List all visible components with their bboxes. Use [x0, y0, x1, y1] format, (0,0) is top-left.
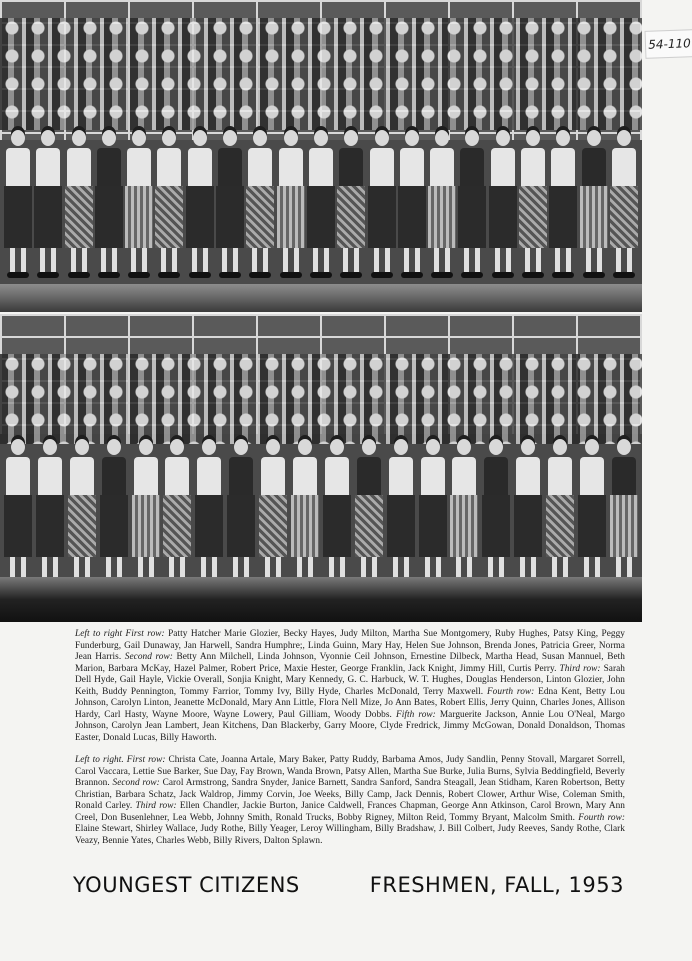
figure-head: [266, 439, 280, 455]
student-figure: [578, 439, 606, 579]
figure-top: [6, 457, 30, 495]
student-figure: [291, 439, 319, 579]
upper-photo-caption: [75, 629, 625, 744]
figure-head: [72, 130, 86, 146]
figure-head: [457, 439, 471, 455]
figure-feet: [431, 272, 453, 278]
figure-skirt: [216, 186, 244, 248]
figure-head: [11, 439, 25, 455]
student-figure: [34, 130, 62, 280]
figure-head: [43, 439, 57, 455]
name-list: Edna Kent, Betty Lou Johnson, Carolyn Linton, Jeanette McDonald, Mary Ann Little, Flora Nell Mize, Jo Ann Bates, Robert Ellis, Jerry Quinn, Charles Jones, Allison Hardy, Carl Hasty, Wayne Moore, Wayne Lowery, Paul Gilliam, Woody Dobbs.: [75, 686, 625, 720]
figure-top: [521, 148, 545, 186]
figure-skirt: [291, 495, 319, 557]
student-figure: [65, 130, 93, 280]
figure-head: [41, 130, 55, 146]
figure-top: [551, 148, 575, 186]
figure-top: [452, 457, 476, 495]
figure-head: [587, 130, 601, 146]
student-figure: [227, 439, 255, 579]
section-title: YOUNGEST CITIZENS: [73, 873, 300, 897]
figure-head: [170, 439, 184, 455]
figure-head: [362, 439, 376, 455]
figure-top: [218, 148, 242, 186]
student-figure: [355, 439, 383, 579]
figure-skirt: [68, 495, 96, 557]
student-figure: [450, 439, 478, 579]
figure-legs: [404, 248, 420, 272]
figure-top: [38, 457, 62, 495]
figure-skirt: [514, 495, 542, 557]
figure-top: [484, 457, 508, 495]
figure-top: [430, 148, 454, 186]
figure-head: [193, 130, 207, 146]
name-list: Betty Ann Milchell, Linda Johnson, Vyonnie Ceil Johnson, Ernestine Dilbeck, Martha Head, Susan Mannuel, Beth Marion, Barbara McKay, Hazel Palmer, Robert Price, Maxie Hester, George Franklin, Jack Knight, Jimmy Hill, Curtis Perry.: [75, 652, 625, 674]
row-label: Third row:: [135, 801, 180, 811]
figure-top: [548, 457, 572, 495]
figure-head: [435, 130, 449, 146]
figure-feet: [340, 272, 362, 278]
student-figure: [482, 439, 510, 579]
student-figure: [428, 130, 456, 280]
figure-top: [389, 457, 413, 495]
row-label: Fifth row:: [395, 709, 440, 720]
name-list: Christa Cate, Joanna Artale, Mary Baker, Patty Ruddy, Barbama Amos, Judy Sandlin, Penny Stovall, Margaret Sorrell, Carol Vaccara, Lettie Sue Barker, Sue Day, Fay Brown, Wanda Brown, Patsy Allen, Martha Sue Burke, Julia Burns, Sylvia Beddingfield, Beverly Brannon.: [75, 755, 625, 788]
figure-skirt: [125, 186, 153, 248]
figure-head: [521, 439, 535, 455]
student-figure: [419, 439, 447, 579]
figure-skirt: [4, 495, 32, 557]
student-figure: [337, 130, 365, 280]
student-figure: [277, 130, 305, 280]
student-figure: [195, 439, 223, 579]
figure-feet: [401, 272, 423, 278]
figure-head: [202, 439, 216, 455]
figure-feet: [552, 272, 574, 278]
student-figure: [489, 130, 517, 280]
figure-top: [157, 148, 181, 186]
gym-floor: [0, 284, 642, 312]
figure-head: [11, 130, 25, 146]
figure-legs: [555, 248, 571, 272]
figure-head: [465, 130, 479, 146]
figure-top: [325, 457, 349, 495]
figure-skirt: [450, 495, 478, 557]
figure-skirt: [100, 495, 128, 557]
figure-top: [357, 457, 381, 495]
figure-legs: [313, 248, 329, 272]
figure-top: [421, 457, 445, 495]
figure-head: [75, 439, 89, 455]
figure-skirt: [610, 186, 638, 248]
student-figure: [546, 439, 574, 579]
figure-legs: [434, 248, 450, 272]
figure-top: [612, 457, 636, 495]
name-list: Patty Hatcher Marie Glozier, Becky Hayes, Judy Milton, Martha Sue Montgomery, Ruby Hughes, Patsy King, Peggy Funderburg, Gail Dunaway, Jan Harwell, Sandra Humphre;, Linda Guinn, Mary Hay, Helen Sue Johnson, Brenda Jones, Patricia Greer, Norma Jean Harris.: [75, 629, 625, 662]
figure-skirt: [323, 495, 351, 557]
figure-head: [426, 439, 440, 455]
name-list: Carol Armstrong, Sandra Snyder, Janice Barnett, Sandra Sanford, Sandra Steagall, Jean Stidham, Karen Robertson, Betty Christian, Barbara Schatz, Jack Waldrop, Jimmy Corvin, Joe Weeks, Billy Camp, Jack Dennis, Robert Clower, Arthur Wise, Coleman Smith, Ronald Carley.: [75, 778, 625, 811]
student-figure: [387, 439, 415, 579]
figure-legs: [283, 248, 299, 272]
figure-top: [248, 148, 272, 186]
figure-head: [107, 439, 121, 455]
lower-class-photo: [0, 314, 642, 622]
figure-skirt: [163, 495, 191, 557]
figure-skirt: [546, 495, 574, 557]
figure-skirt: [428, 186, 456, 248]
figure-top: [580, 457, 604, 495]
figure-legs: [343, 248, 359, 272]
figure-head: [375, 130, 389, 146]
figure-skirt: [132, 495, 160, 557]
catalog-label: 54-110: [645, 29, 692, 59]
student-figure: [246, 130, 274, 280]
student-figure: [155, 130, 183, 280]
figure-skirt: [195, 495, 223, 557]
student-figure: [216, 130, 244, 280]
figure-feet: [98, 272, 120, 278]
figure-feet: [189, 272, 211, 278]
figure-skirt: [482, 495, 510, 557]
figure-top: [612, 148, 636, 186]
figure-legs: [71, 248, 87, 272]
row-label: Left to right. First row:: [75, 755, 169, 765]
figure-feet: [371, 272, 393, 278]
student-figure: [368, 130, 396, 280]
upper-class-photo: [0, 0, 642, 312]
student-figure: [610, 439, 638, 579]
figure-skirt: [307, 186, 335, 248]
figure-head: [344, 130, 358, 146]
figure-legs: [222, 248, 238, 272]
figure-legs: [495, 248, 511, 272]
figure-legs: [101, 248, 117, 272]
student-figure: [125, 130, 153, 280]
figure-feet: [7, 272, 29, 278]
figure-skirt: [34, 186, 62, 248]
figure-head: [496, 130, 510, 146]
name-list: Elaine Stewart, Shirley Wallace, Judy Rothe, Billy Yeager, Leroy Willingham, Billy Bradshaw, J. Bill Colbert, Judy Reeves, Sandy Rothe, Clark Veazy, Bennie Yates, Charles Webb, Billy Rivers, Dalton Splawn.: [75, 824, 625, 846]
figure-skirt: [549, 186, 577, 248]
figure-skirt: [355, 495, 383, 557]
figure-head: [139, 439, 153, 455]
row-label: Left to right First row:: [75, 629, 169, 639]
figure-head: [489, 439, 503, 455]
figure-legs: [464, 248, 480, 272]
figure-skirt: [36, 495, 64, 557]
student-figure: [519, 130, 547, 280]
figure-feet: [522, 272, 544, 278]
figure-skirt: [458, 186, 486, 248]
figure-skirt: [95, 186, 123, 248]
figure-skirt: [580, 186, 608, 248]
figure-feet: [310, 272, 332, 278]
figure-head: [330, 439, 344, 455]
figure-head: [284, 130, 298, 146]
figure-head: [102, 130, 116, 146]
figure-skirt: [610, 495, 638, 557]
figure-feet: [461, 272, 483, 278]
figure-feet: [613, 272, 635, 278]
figure-head: [223, 130, 237, 146]
figure-feet: [249, 272, 271, 278]
figure-legs: [192, 248, 208, 272]
back-rows: [0, 354, 642, 444]
name-list: Sarah Dell Hyde, Gail Hayle, Vickie Overall, Sonjia Knight, Mary Kennedy, G. C. Harbuck, W. T. Hughes, Douglas Henderson, Linton Glozier, John Keith, Buddy Pennington, Tommy Farrior, Tommy Ivy, Billy Hyde, Charles McDonald, Terry Maxwell.: [75, 663, 625, 697]
figure-skirt: [337, 186, 365, 248]
front-row: [4, 130, 638, 280]
row-label: Fourth row:: [486, 686, 539, 697]
figure-feet: [492, 272, 514, 278]
figure-feet: [37, 272, 59, 278]
name-list: Ellen Chandler, Jackie Burton, Janice Caldwell, Frances Chapman, George Ann Atkinson, Carol Brown, Mary Ann Creel, Don Busenlehner, Lea Webb, Johnny Smith, Ronald Trucks, Bobby Rigney, Milton Reid, Tommy Bryant, Malcolm Smith.: [75, 801, 625, 823]
figure-legs: [586, 248, 602, 272]
figure-head: [132, 130, 146, 146]
row-label: Second row:: [124, 652, 177, 662]
student-figure: [163, 439, 191, 579]
figure-head: [162, 130, 176, 146]
figure-skirt: [419, 495, 447, 557]
figure-top: [400, 148, 424, 186]
figure-legs: [525, 248, 541, 272]
figure-feet: [280, 272, 302, 278]
figure-top: [127, 148, 151, 186]
student-figure: [323, 439, 351, 579]
figure-head: [394, 439, 408, 455]
figure-head: [553, 439, 567, 455]
gym-floor: [0, 577, 642, 622]
figure-skirt: [387, 495, 415, 557]
student-figure: [4, 439, 32, 579]
class-title: FRESHMEN, FALL, 1953: [369, 873, 624, 897]
figure-feet: [583, 272, 605, 278]
figure-head: [234, 439, 248, 455]
figure-head: [405, 130, 419, 146]
figure-legs: [161, 248, 177, 272]
figure-top: [6, 148, 30, 186]
figure-skirt: [519, 186, 547, 248]
page-footer: [73, 873, 624, 897]
figure-feet: [68, 272, 90, 278]
figure-top: [279, 148, 303, 186]
figure-head: [585, 439, 599, 455]
student-figure: [580, 130, 608, 280]
figure-top: [309, 148, 333, 186]
figure-skirt: [368, 186, 396, 248]
student-figure: [68, 439, 96, 579]
figure-skirt: [398, 186, 426, 248]
student-figure: [36, 439, 64, 579]
figure-top: [97, 148, 121, 186]
figure-skirt: [65, 186, 93, 248]
back-rows: [0, 18, 642, 130]
figure-head: [617, 130, 631, 146]
figure-top: [165, 457, 189, 495]
student-figure: [514, 439, 542, 579]
figure-legs: [374, 248, 390, 272]
student-figure: [398, 130, 426, 280]
figure-skirt: [155, 186, 183, 248]
figure-top: [102, 457, 126, 495]
figure-top: [293, 457, 317, 495]
figure-top: [339, 148, 363, 186]
figure-skirt: [259, 495, 287, 557]
figure-top: [70, 457, 94, 495]
figure-feet: [219, 272, 241, 278]
lower-photo-caption: [75, 755, 625, 847]
figure-top: [188, 148, 212, 186]
student-figure: [307, 130, 335, 280]
figure-skirt: [277, 186, 305, 248]
figure-skirt: [578, 495, 606, 557]
figure-top: [134, 457, 158, 495]
student-figure: [610, 130, 638, 280]
name-list: Marguerite Jackson, Annie Lou O'Neal, Margo Johnson, Carolyn Jean Lambert, Jean Kitchens, Dan Blackerby, Garry Moore, Clyde Fredrick, Jimmy McGowan, Donald Donaldson, Thomas Easter, Donald Lucas, Billy Haworth.: [75, 709, 625, 743]
figure-skirt: [186, 186, 214, 248]
figure-head: [556, 130, 570, 146]
figure-legs: [40, 248, 56, 272]
figure-feet: [158, 272, 180, 278]
figure-top: [582, 148, 606, 186]
figure-top: [261, 457, 285, 495]
student-figure: [95, 130, 123, 280]
figure-skirt: [489, 186, 517, 248]
student-figure: [100, 439, 128, 579]
figure-legs: [10, 248, 26, 272]
figure-skirt: [4, 186, 32, 248]
figure-head: [298, 439, 312, 455]
figure-legs: [131, 248, 147, 272]
row-label: Fourth row:: [578, 812, 626, 823]
figure-top: [491, 148, 515, 186]
figure-head: [617, 439, 631, 455]
figure-skirt: [246, 186, 274, 248]
figure-head: [314, 130, 328, 146]
figure-top: [67, 148, 91, 186]
figure-top: [370, 148, 394, 186]
figure-legs: [252, 248, 268, 272]
figure-top: [229, 457, 253, 495]
student-figure: [259, 439, 287, 579]
student-figure: [549, 130, 577, 280]
student-figure: [4, 130, 32, 280]
figure-legs: [616, 248, 632, 272]
figure-top: [36, 148, 60, 186]
figure-feet: [128, 272, 150, 278]
figure-top: [197, 457, 221, 495]
row-label: Second row:: [112, 778, 163, 788]
student-figure: [186, 130, 214, 280]
figure-head: [253, 130, 267, 146]
student-figure: [132, 439, 160, 579]
front-row: [4, 439, 638, 579]
figure-top: [460, 148, 484, 186]
student-figure: [458, 130, 486, 280]
row-label: Third row:: [559, 663, 604, 674]
figure-head: [526, 130, 540, 146]
figure-skirt: [227, 495, 255, 557]
figure-top: [516, 457, 540, 495]
